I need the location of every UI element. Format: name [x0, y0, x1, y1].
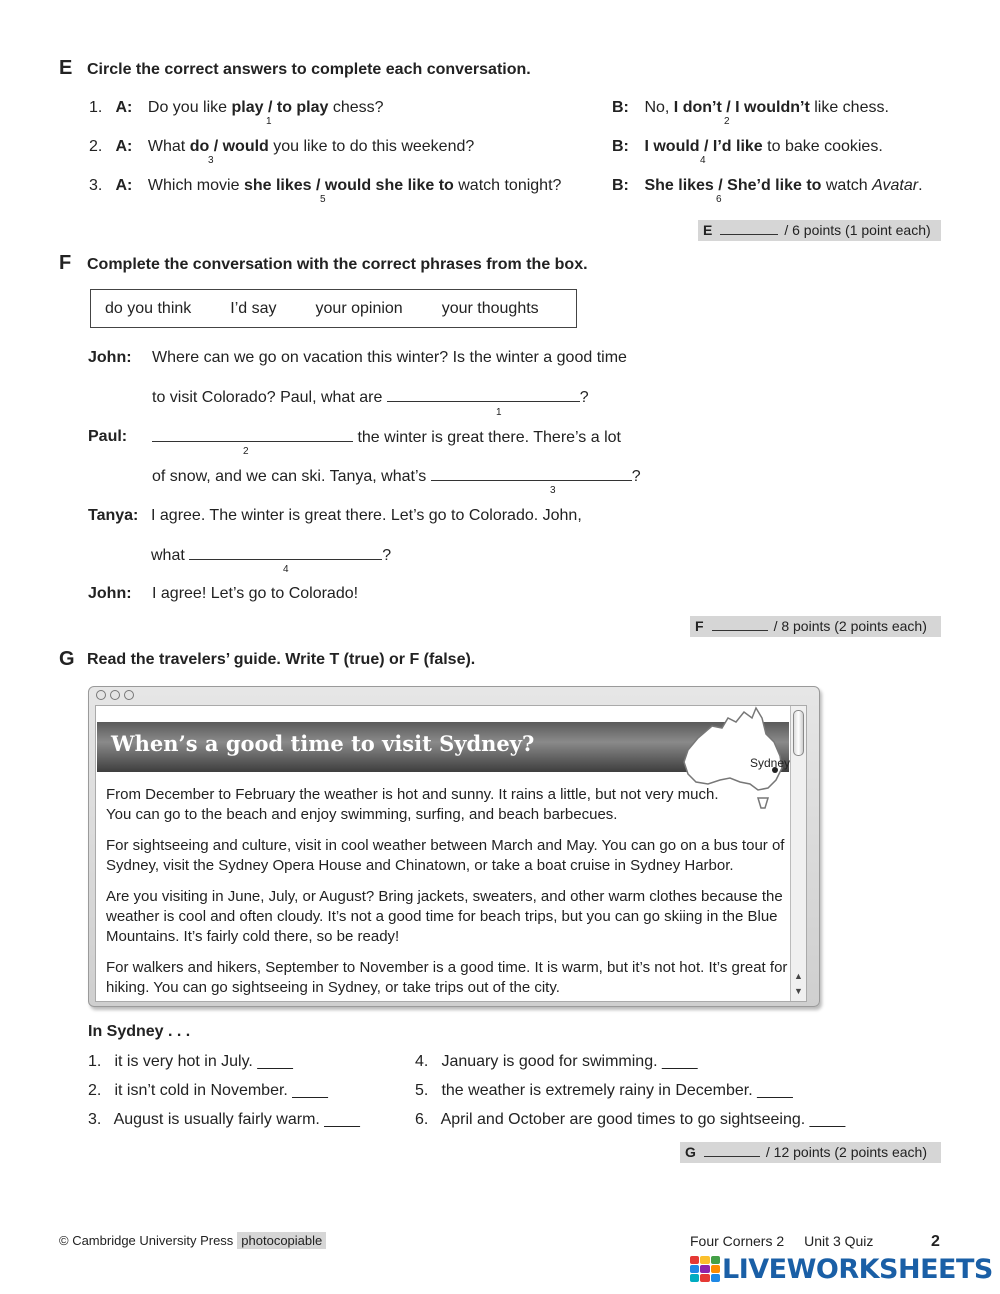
text: What — [147, 138, 190, 155]
text: what — [151, 547, 190, 564]
option-2[interactable]: to play — [276, 99, 329, 116]
text: like chess. — [809, 99, 889, 116]
subscript-2: 2 — [724, 116, 730, 127]
score-text: / 6 points (1 point each) — [784, 222, 931, 238]
score-text: / 12 points (2 points each) — [765, 1144, 927, 1160]
option-1[interactable]: I don’t — [673, 99, 722, 116]
guide-paragraph-2 — [106, 836, 784, 876]
score-letter: F — [695, 618, 704, 634]
text: From December to February the weather is hot and sunny. It rains a little, but not very much. — [106, 786, 719, 803]
brand-text: LIVEWORKSHEETS — [722, 1253, 993, 1285]
guide-content — [95, 705, 807, 1002]
guide-paragraph-1 — [106, 785, 719, 825]
john-line-3: I agree! Let’s go to Colorado! — [152, 585, 359, 602]
speaker-a: A: — [115, 99, 133, 116]
separator: / — [263, 99, 277, 116]
scrollbar[interactable] — [790, 706, 806, 1001]
item-number: 1. — [88, 1053, 102, 1070]
guide-title: When’s a good time to visit Sydney? — [111, 731, 535, 756]
e-item-3-a — [89, 177, 561, 195]
photocopiable-badge: photocopiable — [237, 1232, 326, 1249]
text: Do you like — [147, 99, 232, 116]
option-1[interactable]: do — [189, 138, 210, 155]
movie-title: Avatar — [872, 177, 919, 194]
text: For sightseeing and culture, visit in cool weather between March and May. You can go on a bus tour of — [106, 837, 785, 854]
section-e-score — [698, 220, 941, 241]
item-text[interactable]: January is good for swimming. ____ — [441, 1053, 698, 1070]
option-2[interactable]: I’d like — [712, 138, 763, 155]
subscript-4: 4 — [700, 155, 706, 166]
text: You can go to the beach and enjoy swimming, surfing, and beach barbecues. — [106, 806, 618, 823]
blank-4[interactable] — [189, 546, 382, 560]
window-button-icon — [124, 690, 134, 700]
speaker-john: John: — [88, 349, 132, 366]
window-button-icon — [96, 690, 106, 700]
tanya-line-1: I agree. The winter is great there. Let’s go to Colorado. John, — [151, 507, 582, 524]
subscript-1: 1 — [266, 116, 272, 127]
liveworksheets-logo-icon — [690, 1256, 720, 1282]
map-label-sydney: Sydney — [750, 756, 791, 770]
separator: / — [699, 138, 713, 155]
item-number: 5. — [415, 1082, 429, 1099]
text: Are you visiting in June, July, or August? Bring jackets, sweaters, and other warm clothes because the — [106, 888, 783, 905]
page-number: 2 — [931, 1233, 940, 1250]
section-g-score — [680, 1142, 941, 1163]
e-item-1-a — [89, 99, 384, 117]
text: you like to do this weekend? — [268, 138, 475, 155]
tf-item-1 — [88, 1053, 293, 1071]
item-number: 3. — [89, 177, 103, 194]
e-item-1-b — [612, 99, 889, 117]
guide-paragraph-4 — [106, 958, 787, 998]
option-2[interactable]: would she like to — [324, 177, 454, 194]
text: Sydney, visit the Sydney Opera House and Chinatown, or take a boat cruise in Sydney Harbor. — [106, 857, 734, 874]
text: ? — [631, 468, 641, 485]
text: of snow, and we can ski. Tanya, what’s — [152, 468, 431, 485]
text: ? — [579, 389, 589, 406]
subscript-3: 3 — [208, 155, 214, 166]
text: No, — [644, 99, 674, 116]
scrollbar-thumb[interactable] — [793, 710, 804, 756]
score-blank[interactable] — [720, 223, 778, 235]
text: For walkers and hikers, September to November is a good time. It is warm, but it’s not hot. It’s great for — [106, 959, 788, 976]
john-line-2 — [152, 388, 589, 407]
option-2[interactable]: I wouldn’t — [735, 99, 810, 116]
item-number: 6. — [415, 1111, 429, 1128]
liveworksheets-brand[interactable] — [690, 1254, 993, 1284]
text: weather is cool and often cloudy. It’s not a good time for beach trips, but you can go skiing in the Blue — [106, 908, 778, 925]
score-blank[interactable] — [712, 619, 768, 631]
window-button-icon — [110, 690, 120, 700]
tanya-line-2 — [151, 546, 391, 565]
option-2[interactable]: She’d like to — [727, 177, 822, 194]
item-number: 3. — [88, 1111, 102, 1128]
item-text[interactable]: it is very hot in July. ____ — [114, 1053, 293, 1070]
phrase-box — [90, 289, 577, 328]
score-blank[interactable] — [704, 1145, 760, 1157]
text: . — [918, 177, 923, 194]
guide-paragraph-3 — [106, 887, 783, 947]
section-e-title: Circle the correct answers to complete each conversation. — [87, 61, 531, 78]
blank-4-number: 4 — [283, 564, 289, 575]
tf-item-5 — [415, 1082, 793, 1100]
section-g-title: Read the travelers’ guide. Write T (true) or F (false). — [87, 651, 476, 668]
item-text[interactable]: April and October are good times to go sightseeing. ____ — [440, 1111, 846, 1128]
subscript-5: 5 — [320, 194, 326, 205]
e-item-3-b — [612, 177, 923, 195]
scroll-down-icon[interactable]: ▼ — [794, 986, 803, 996]
phrase-item: your thoughts — [441, 299, 539, 317]
paul-line-2 — [152, 467, 641, 486]
option-1[interactable]: I would — [644, 138, 700, 155]
blank-3-number: 3 — [550, 485, 556, 496]
tf-item-4 — [415, 1053, 698, 1071]
section-g-letter: G — [59, 648, 75, 670]
text: to visit Colorado? Paul, what are — [152, 389, 387, 406]
scroll-up-icon[interactable]: ▲ — [794, 971, 803, 981]
g-subheading: In Sydney . . . — [88, 1023, 191, 1040]
paul-line-1 — [152, 428, 621, 447]
score-letter: E — [703, 222, 713, 238]
speaker-a: A: — [115, 138, 133, 155]
speaker-tanya: Tanya: — [88, 507, 139, 524]
course-name: Four Corners 2 — [690, 1233, 785, 1249]
option-2[interactable]: would — [222, 138, 269, 155]
text: Which movie — [147, 177, 244, 194]
separator: / — [209, 138, 223, 155]
item-text[interactable]: August is usually fairly warm. ____ — [113, 1111, 360, 1128]
footer-copyright — [59, 1233, 326, 1248]
speaker-paul: Paul: — [88, 428, 128, 445]
phrase-item: I’d say — [230, 299, 277, 317]
option-1[interactable]: play — [231, 99, 264, 116]
score-text: / 8 points (2 points each) — [773, 618, 927, 634]
section-e-letter: E — [59, 57, 73, 79]
blank-1-number: 1 — [496, 407, 502, 418]
item-number: 4. — [415, 1053, 429, 1070]
speaker-b: B: — [612, 177, 629, 194]
section-f-score — [690, 616, 941, 637]
separator: / — [713, 177, 728, 194]
travel-guide-window — [88, 686, 820, 1007]
text: hiking. You can go sightseeing in Sydney, or take trips out of the city. — [106, 979, 560, 996]
item-number: 2. — [88, 1082, 102, 1099]
text: to bake cookies. — [762, 138, 883, 155]
item-text[interactable]: it isn’t cold in November. ____ — [114, 1082, 328, 1099]
text: Mountains. It’s fairly cold there, so be ready! — [106, 928, 400, 945]
separator: / — [311, 177, 325, 194]
separator: / — [721, 99, 736, 116]
text: watch tonight? — [453, 177, 562, 194]
e-item-2-a — [89, 138, 474, 156]
item-number: 2. — [89, 138, 103, 155]
text: chess? — [328, 99, 384, 116]
john-line-1: Where can we go on vacation this winter? Is the winter a good time — [152, 349, 627, 366]
blank-3[interactable] — [431, 467, 632, 481]
tf-item-2 — [88, 1082, 328, 1100]
section-f-title: Complete the conversation with the correct phrases from the box. — [87, 256, 588, 273]
score-letter: G — [685, 1144, 696, 1160]
speaker-a: A: — [115, 177, 133, 194]
text: watch — [821, 177, 873, 194]
subscript-6: 6 — [716, 194, 722, 205]
item-text[interactable]: the weather is extremely rainy in December. ____ — [441, 1082, 793, 1099]
e-item-2-b — [612, 138, 883, 156]
blank-2[interactable] — [152, 428, 353, 442]
phrase-item: your opinion — [315, 299, 403, 317]
blank-2-number: 2 — [243, 446, 249, 457]
text: the winter is great there. There’s a lot — [353, 429, 621, 446]
tf-item-6 — [415, 1111, 845, 1129]
copyright-text: © Cambridge University Press — [59, 1233, 234, 1248]
footer-course — [690, 1233, 873, 1249]
tf-item-3 — [88, 1111, 360, 1129]
item-number: 1. — [89, 99, 103, 116]
option-1[interactable]: She likes — [644, 177, 714, 194]
blank-1[interactable] — [387, 388, 580, 402]
speaker-john-2: John: — [88, 585, 132, 602]
speaker-b: B: — [612, 138, 629, 155]
text: ? — [382, 547, 392, 564]
speaker-b: B: — [612, 99, 629, 116]
unit-name: Unit 3 Quiz — [804, 1233, 874, 1249]
phrase-item: do you think — [105, 299, 192, 317]
section-f-letter: F — [59, 252, 72, 274]
option-1[interactable]: she likes — [243, 177, 312, 194]
